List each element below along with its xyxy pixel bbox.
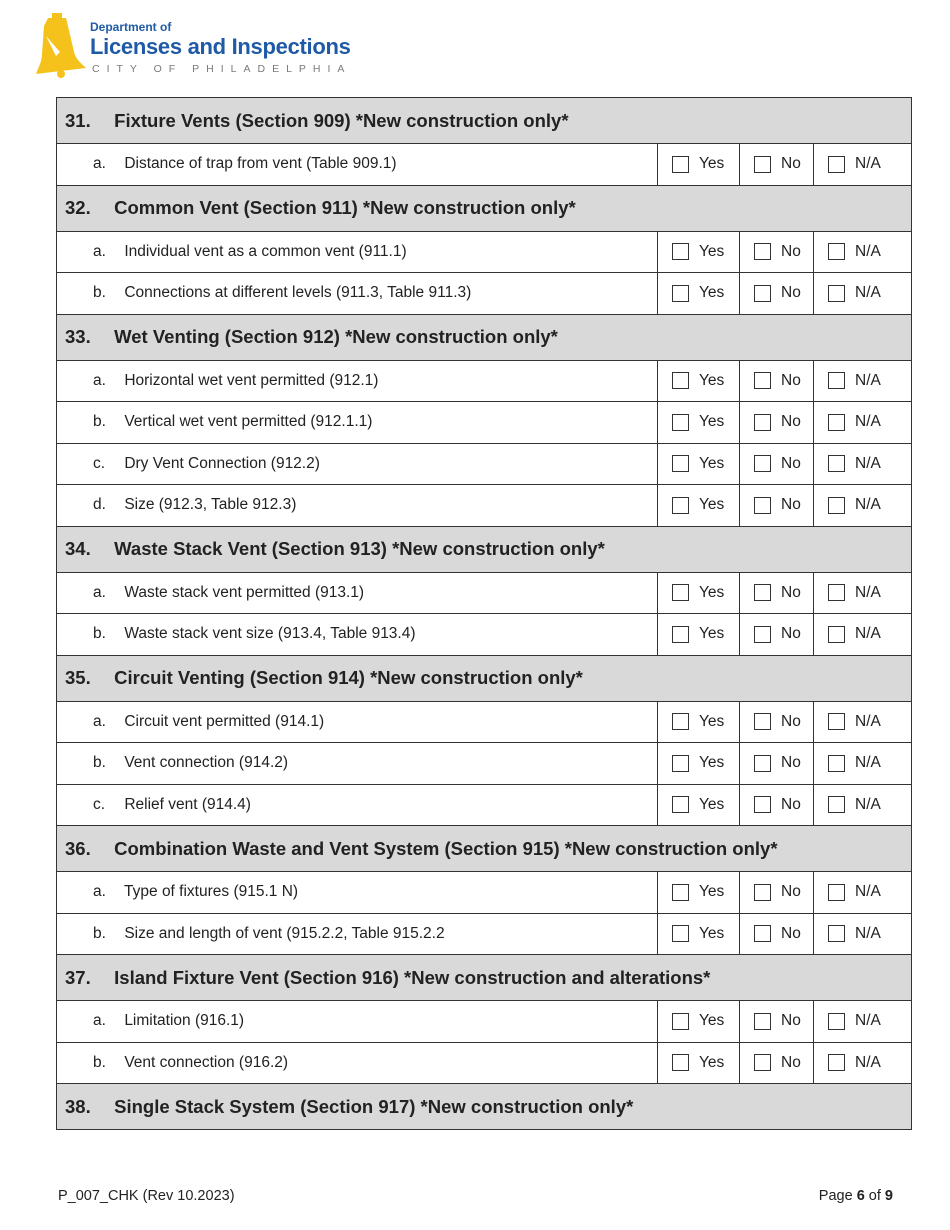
yes-label: Yes: [699, 371, 725, 389]
yes-checkbox[interactable]: [672, 455, 689, 472]
yes-label: Yes: [699, 583, 725, 601]
na-checkbox[interactable]: [828, 414, 845, 431]
liberty-bell-icon: [28, 12, 90, 78]
item-letter: a.: [93, 1012, 106, 1030]
yes-label: Yes: [699, 1053, 725, 1071]
yes-checkbox[interactable]: [672, 372, 689, 389]
na-label: N/A: [855, 1012, 881, 1030]
checklist-table: [56, 97, 912, 1130]
na-label: N/A: [855, 795, 881, 813]
no-checkbox[interactable]: [754, 1054, 771, 1071]
na-label: N/A: [855, 1053, 881, 1071]
checklist-item: [57, 360, 912, 402]
checklist-item: [57, 273, 912, 315]
checklist-item: [57, 402, 912, 444]
section-header: [57, 314, 912, 360]
checklist-item: [57, 231, 912, 273]
checklist-item: [57, 1001, 912, 1043]
item-text: Circuit vent permitted (914.1): [124, 712, 325, 730]
yes-checkbox[interactable]: [672, 497, 689, 514]
yes-checkbox[interactable]: [672, 285, 689, 302]
checklist-item: [57, 614, 912, 656]
city-name: CITY OF PHILADELPHIA: [92, 63, 352, 75]
na-checkbox[interactable]: [828, 884, 845, 901]
item-letter: d.: [93, 496, 106, 514]
no-checkbox[interactable]: [754, 626, 771, 643]
checklist-item: [57, 872, 912, 914]
item-text: Size (912.3, Table 912.3): [124, 496, 297, 514]
no-checkbox[interactable]: [754, 713, 771, 730]
item-letter: b.: [93, 284, 106, 302]
item-text: Limitation (916.1): [124, 1012, 245, 1030]
yes-checkbox[interactable]: [672, 884, 689, 901]
item-letter: b.: [93, 413, 106, 431]
item-text: Connections at different levels (911.3, Table 911.3): [124, 284, 472, 302]
checklist-item: [57, 701, 912, 743]
item-letter: a.: [93, 242, 106, 260]
section-title: Circuit Venting (Section 914) *New construction only*: [114, 667, 583, 688]
no-checkbox[interactable]: [754, 497, 771, 514]
no-label: No: [781, 583, 801, 601]
agency-name: Licenses and Inspections: [90, 34, 351, 59]
yes-checkbox[interactable]: [672, 414, 689, 431]
item-letter: c.: [93, 454, 106, 472]
checklist-item: [57, 784, 912, 826]
section-header: [57, 826, 912, 872]
no-label: No: [781, 883, 801, 901]
section-title: Combination Waste and Vent System (Section 915) *New construction only*: [114, 837, 778, 859]
item-text: Relief vent (914.4): [124, 795, 251, 813]
no-checkbox[interactable]: [754, 755, 771, 772]
na-checkbox[interactable]: [828, 584, 845, 601]
na-label: N/A: [855, 883, 881, 901]
yes-label: Yes: [699, 1012, 725, 1030]
section-title: Wet Venting (Section 912) *New construction only*: [114, 326, 558, 347]
yes-checkbox[interactable]: [672, 243, 689, 260]
na-label: N/A: [855, 454, 881, 472]
item-text: Vent connection (916.2): [124, 1053, 289, 1071]
no-label: No: [781, 242, 801, 260]
na-checkbox[interactable]: [828, 626, 845, 643]
yes-label: Yes: [699, 712, 725, 730]
na-label: N/A: [855, 754, 881, 772]
form-id: P_007_CHK (Rev 10.2023): [58, 1188, 235, 1204]
no-label: No: [781, 284, 801, 302]
na-checkbox[interactable]: [828, 713, 845, 730]
item-letter: a.: [93, 583, 106, 601]
yes-label: Yes: [699, 496, 725, 514]
yes-label: Yes: [699, 924, 725, 942]
checklist-item: [57, 572, 912, 614]
no-checkbox[interactable]: [754, 372, 771, 389]
no-label: No: [781, 1012, 801, 1030]
na-label: N/A: [855, 625, 881, 643]
checklist-item: [57, 144, 912, 186]
no-checkbox[interactable]: [754, 455, 771, 472]
item-letter: a.: [93, 712, 106, 730]
na-checkbox[interactable]: [828, 796, 845, 813]
section-number: 38.: [65, 1095, 91, 1117]
item-text: Type of fixtures (915.1 N): [124, 883, 299, 901]
section-title: Island Fixture Vent (Section 916) *New construction and alterations*: [114, 966, 711, 988]
item-text: Vent connection (914.2): [124, 754, 289, 772]
section-header: [57, 98, 912, 144]
na-label: N/A: [855, 242, 881, 260]
checklist-item: [57, 443, 912, 485]
yes-checkbox[interactable]: [672, 1013, 689, 1030]
section-header: [57, 185, 912, 231]
na-checkbox[interactable]: [828, 285, 845, 302]
no-checkbox[interactable]: [754, 796, 771, 813]
section-number: 31.: [65, 109, 91, 131]
section-title: Single Stack System (Section 917) *New construction only*: [114, 1095, 634, 1117]
yes-label: Yes: [699, 413, 725, 431]
section-number: 33.: [65, 326, 91, 347]
no-checkbox[interactable]: [754, 414, 771, 431]
no-checkbox[interactable]: [754, 243, 771, 260]
na-label: N/A: [855, 496, 881, 514]
checklist-item: [57, 485, 912, 527]
section-header: [57, 526, 912, 572]
section-number: 35.: [65, 667, 91, 688]
na-label: N/A: [855, 924, 881, 942]
section-title: Common Vent (Section 911) *New construction only*: [114, 197, 576, 218]
department-label: Department of: [90, 20, 172, 34]
no-label: No: [781, 371, 801, 389]
no-label: No: [781, 754, 801, 772]
no-label: No: [781, 454, 801, 472]
na-label: N/A: [855, 155, 881, 173]
na-checkbox[interactable]: [828, 1013, 845, 1030]
no-label: No: [781, 795, 801, 813]
section-number: 37.: [65, 966, 91, 988]
item-text: Waste stack vent permitted (913.1): [124, 583, 365, 601]
no-label: No: [781, 496, 801, 514]
no-checkbox[interactable]: [754, 584, 771, 601]
item-text: Individual vent as a common vent (911.1): [124, 242, 407, 260]
no-label: No: [781, 924, 801, 942]
section-header: [57, 955, 912, 1001]
no-label: No: [781, 625, 801, 643]
city-logo: [28, 12, 368, 78]
yes-label: Yes: [699, 883, 725, 901]
yes-label: Yes: [699, 795, 725, 813]
na-label: N/A: [855, 712, 881, 730]
na-label: N/A: [855, 371, 881, 389]
na-checkbox[interactable]: [828, 243, 845, 260]
yes-checkbox[interactable]: [672, 584, 689, 601]
yes-checkbox[interactable]: [672, 796, 689, 813]
no-checkbox[interactable]: [754, 884, 771, 901]
no-checkbox[interactable]: [754, 925, 771, 942]
item-text: Distance of trap from vent (Table 909.1): [124, 155, 397, 173]
yes-label: Yes: [699, 454, 725, 472]
yes-label: Yes: [699, 284, 725, 302]
section-header: [57, 1084, 912, 1130]
na-checkbox[interactable]: [828, 455, 845, 472]
item-letter: b.: [93, 625, 106, 643]
section-number: 32.: [65, 197, 91, 218]
no-label: No: [781, 155, 801, 173]
item-letter: c.: [93, 795, 106, 813]
item-letter: a.: [93, 371, 106, 389]
no-checkbox[interactable]: [754, 285, 771, 302]
no-label: No: [781, 1053, 801, 1071]
item-letter: b.: [93, 1053, 106, 1071]
section-header: [57, 655, 912, 701]
item-letter: a.: [93, 883, 106, 901]
yes-label: Yes: [699, 625, 725, 643]
yes-label: Yes: [699, 155, 725, 173]
na-checkbox[interactable]: [828, 372, 845, 389]
yes-checkbox[interactable]: [672, 925, 689, 942]
item-text: Vertical wet vent permitted (912.1.1): [124, 413, 373, 431]
item-text: Horizontal wet vent permitted (912.1): [124, 371, 379, 389]
na-checkbox[interactable]: [828, 755, 845, 772]
page-number: Page 6 of 9: [818, 1188, 893, 1204]
yes-label: Yes: [699, 242, 725, 260]
section-title: Waste Stack Vent (Section 913) *New construction only*: [114, 538, 605, 559]
na-checkbox[interactable]: [828, 1054, 845, 1071]
item-text: Dry Vent Connection (912.2): [124, 454, 320, 472]
checklist-item: [57, 743, 912, 785]
no-checkbox[interactable]: [754, 1013, 771, 1030]
section-number: 34.: [65, 538, 91, 559]
no-label: No: [781, 413, 801, 431]
na-label: N/A: [855, 284, 881, 302]
na-checkbox[interactable]: [828, 497, 845, 514]
section-title: Fixture Vents (Section 909) *New construction only*: [114, 109, 569, 131]
no-label: No: [781, 712, 801, 730]
na-checkbox[interactable]: [828, 925, 845, 942]
section-number: 36.: [65, 837, 91, 859]
item-letter: b.: [93, 924, 106, 942]
no-checkbox[interactable]: [754, 156, 771, 173]
yes-checkbox[interactable]: [672, 1054, 689, 1071]
yes-checkbox[interactable]: [672, 713, 689, 730]
checklist-item: [57, 913, 912, 955]
item-letter: b.: [93, 754, 106, 772]
yes-checkbox[interactable]: [672, 156, 689, 173]
na-checkbox[interactable]: [828, 156, 845, 173]
checklist-item: [57, 1042, 912, 1084]
na-label: N/A: [855, 413, 881, 431]
yes-checkbox[interactable]: [672, 755, 689, 772]
item-text: Size and length of vent (915.2.2, Table 915.2.2: [124, 924, 445, 942]
item-text: Waste stack vent size (913.4, Table 913.4): [124, 625, 416, 643]
item-letter: a.: [93, 155, 106, 173]
na-label: N/A: [855, 583, 881, 601]
yes-label: Yes: [699, 754, 725, 772]
yes-checkbox[interactable]: [672, 626, 689, 643]
